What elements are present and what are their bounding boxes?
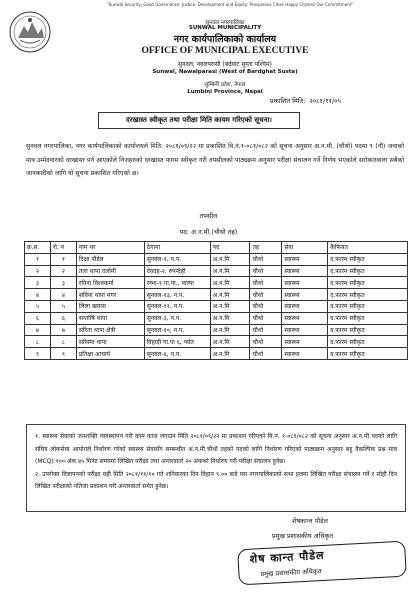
- cell-sn: १: [25, 253, 51, 265]
- cell-level: चौथो: [250, 253, 282, 265]
- header-motto: "Sunwal Security, Good Governance, Justice, Development and Equity: Prosperous Cities Happy Citizens Our Commitment": [106, 2, 354, 7]
- cell-roll: १: [50, 253, 76, 265]
- cell-remarks: द.फारम स्वीकृत: [328, 336, 408, 348]
- cell-remarks: द.फारम स्वीकृत: [328, 265, 408, 277]
- en-address: Sunwal, Nawalparasi (West of Bardghat Susta): [152, 69, 298, 75]
- cell-remarks: द.फारम स्वीकृत: [328, 253, 408, 265]
- cell-sn: ९: [25, 348, 51, 360]
- notice-title: दरखास्त स्वीकृत तथा परीक्षा मिति कायम गरिएको सूचना।: [98, 112, 300, 129]
- en-office-title: OFFICE OF MUNICIPAL EXECUTIVE: [141, 46, 309, 56]
- stamp-role: प्रमुख प्रशासकीय अधिकृत: [260, 567, 322, 579]
- table-row: [25, 336, 408, 348]
- cell-level: चौथो: [250, 300, 282, 312]
- table-row: [25, 253, 408, 265]
- cell-remarks: द.फारम स्वीकृत: [328, 348, 408, 360]
- cell-remarks: द.फारम स्वीकृत: [328, 289, 408, 301]
- cell-roll: ४: [50, 289, 76, 301]
- cell-level: चौथो: [250, 348, 282, 360]
- cell-sn: ६: [25, 312, 51, 324]
- table-row: [25, 300, 408, 312]
- cell-level: चौथो: [250, 289, 282, 301]
- cell-post: अ.न.मि: [210, 253, 250, 265]
- cell-service: स्वास्थ्य: [282, 253, 328, 265]
- table-row: [25, 312, 408, 324]
- cell-name: तारा थापा दर्लामी: [76, 265, 144, 277]
- cell-roll: ५: [50, 300, 76, 312]
- signer-name: शेषकान्त पौडेल: [292, 517, 328, 525]
- cell-name: रविना विश्वकर्मा: [76, 277, 144, 289]
- cell-roll: ९: [50, 348, 76, 360]
- cell-name: प्रतिक्षा आचार्य: [76, 348, 144, 360]
- cell-post: अ.न.मि: [210, 265, 250, 277]
- cell-level: चौथो: [250, 265, 282, 277]
- cell-sn: ३: [25, 277, 51, 289]
- col-header-address: ठेगाना: [144, 242, 210, 254]
- publish-date-label: प्रकाशित मिति:: [270, 97, 306, 105]
- np-address: सुनवल, नवलपरासी (बर्दघाट सुस्ता पश्चिम): [178, 61, 272, 68]
- col-header-sn: क्र.स.: [25, 242, 51, 254]
- cell-level: चौथो: [250, 336, 282, 348]
- cell-post: अ.न.मि: [210, 312, 250, 324]
- table-row: [25, 324, 408, 336]
- cell-sn: ५: [25, 300, 51, 312]
- section-title: तपसील: [199, 212, 218, 220]
- table-row: [25, 265, 408, 277]
- cell-address: सुनवल-११, न.प.: [144, 300, 210, 312]
- cell-roll: ७: [50, 324, 76, 336]
- cell-remarks: द.फारम स्वीकृत: [328, 277, 408, 289]
- cell-sn: ७: [25, 324, 51, 336]
- government-emblem-icon: [8, 10, 52, 54]
- notes-box: [26, 424, 406, 512]
- col-header-service: सेवा: [282, 242, 328, 254]
- cell-sn: २: [25, 265, 51, 277]
- en-municipality-name: SUNWAL MUNICIPALITY: [188, 25, 262, 31]
- cell-address: सुनवल-३, न.प.: [144, 312, 210, 324]
- cell-service: स्वास्थ्य: [282, 312, 328, 324]
- cell-level: चौथो: [250, 324, 282, 336]
- cell-sn: ४: [25, 289, 51, 301]
- cell-service: स्वास्थ्य: [282, 300, 328, 312]
- col-header-post: पद: [210, 242, 250, 254]
- cell-address: सुनवल-१३, न.प.: [144, 289, 210, 301]
- table-row: [25, 348, 408, 360]
- note-2: २. उपरोक्त विज्ञापनको परीक्षा यही मिति २०८१/११/१० गते शनिवारका दिन विहान ९.०० बजे यस नगरपालिकाको सभा हलमा लिखित परीक्षा संचालन गर्ने र सोही दिन लिखित परीक्षाको नतिजा प्रकाशन गरी अन्तरवार्ता समेत हुनेछ।: [35, 470, 397, 491]
- table-row: [25, 289, 408, 301]
- np-municipality-name: सुनवल नगरपालिका: [205, 20, 245, 26]
- cell-roll: ६: [50, 312, 76, 324]
- candidate-table: [24, 241, 408, 360]
- cell-remarks: द.फारम स्वीकृत: [328, 324, 408, 336]
- cell-service: स्वास्थ्य: [282, 348, 328, 360]
- cell-post: अ.न.मि: [210, 289, 250, 301]
- cell-service: स्वास्थ्य: [282, 336, 328, 348]
- cell-roll: २: [50, 265, 76, 277]
- cell-roll: ८: [50, 336, 76, 348]
- publish-date-value: २०८१/११/०५: [309, 97, 341, 105]
- note-1: १. स्वास्थ्य सेवाको जनशक्ति व्यवस्थापन गरी काम काज लगाउन मिति २०८१/०९/२२ मा प्रकाशन गरिएको वि.नं. १-०८१/०८२ को सूचना अनुसार अ.न.मी पदको लागि संघिय लोकसेवा आयोगले निर्धारण गरेको स्वास्थ्य सेवासँग सम्बन्धीत अ.न.मी.चौथो तहको पदको लागि निर्धारण गरिएको पाठ्यक्रम अनुसार बहु वैकल्पिक प्रश्न मात्र (MCQ) १०० अंक ४५ मिनेट समयमा लिखित परीक्षा तथा अन्तरवार्ता २० अंकको निर्धारण गरी परीक्षा संचालन हुनेछ।: [35, 433, 397, 466]
- cell-name: लिला खवास: [76, 300, 144, 312]
- cell-address: देवदह-२, रुपन्देही: [144, 265, 210, 277]
- table-row: [25, 277, 408, 289]
- cell-name: दिक्षा पौडेल: [76, 253, 144, 265]
- cell-sn: ८: [25, 336, 51, 348]
- col-header-name: नाम थर: [76, 242, 144, 254]
- cell-post: अ.न.मि: [210, 336, 250, 348]
- table-header-row: [25, 242, 408, 254]
- cell-name: सविना थापा मगर: [76, 289, 144, 301]
- signer-role: प्रमुख प्रशासकीय अधिकृत: [272, 532, 334, 540]
- cell-service: स्वास्थ्य: [282, 289, 328, 301]
- post-title: पद: अ.न.मी.(चौथो तह): [179, 228, 238, 236]
- cell-post: अ.न.मि: [210, 324, 250, 336]
- cell-remarks: द.फारम स्वीकृत: [328, 312, 408, 324]
- intro-paragraph: सुनवल नगरपालिका, नगर कार्यपालिकाको कार्यालयले मिति: २०८१/०९/२२ मा प्रकाशित वि.नं.१-०८१/०८२ को सूचना अनुसार अ.न.मी. (चौथो) पदमा ९ (नौ) जनाको मात्र उम्मेदवारको दरखास्त पर्न आएकोले निजहरुको दरखास्त फारम स्वीकृत गरी तपसीलको पाठ्यक्रम अनुसार परीक्षा संचालन गर्ने निर्णय भएकोले सरोकारवाला सबैको जानकारीको लागि यो सूचना प्रकाशित गरिएको छ।: [26, 143, 404, 177]
- cell-post: अ.न.मि: [210, 348, 250, 360]
- cell-remarks: द.फारम स्वीकृत: [328, 300, 408, 312]
- cell-name: सरिता थापा क्षेत्री: [76, 324, 144, 336]
- cell-name: सरिस्मा थापा: [76, 336, 144, 348]
- cell-service: स्वास्थ्य: [282, 324, 328, 336]
- stamp-name: शेष कान्त पौडेल: [249, 548, 325, 566]
- np-province: लुम्बिनी प्रदेश, नेपाल: [204, 82, 246, 88]
- cell-post: अ.न.मि: [210, 277, 250, 289]
- cell-address: रम्भा-१ गा.पा., पाल्पा: [144, 277, 210, 289]
- cell-level: चौथो: [250, 277, 282, 289]
- cell-address: सुनवल-१, न.प.: [144, 253, 210, 265]
- col-header-roll: रो. न: [50, 242, 76, 254]
- en-province: Lumbini Province, Nepal: [187, 89, 263, 95]
- cell-address: सुनवल-६, न.प.: [144, 348, 210, 360]
- cell-address: सुनवल-१०, न.प.: [144, 324, 210, 336]
- np-office-title: नगर कार्यपालिकाको कार्यालय: [173, 34, 277, 45]
- cell-service: स्वास्थ्य: [282, 277, 328, 289]
- cell-post: अ.न.मि: [210, 300, 250, 312]
- publish-date: [270, 96, 341, 105]
- cell-name: सन्तोषि थापा: [76, 312, 144, 324]
- cell-service: स्वास्थ्य: [282, 265, 328, 277]
- col-header-level: तह: [250, 242, 282, 254]
- official-stamp: [237, 541, 407, 586]
- col-header-remarks: कैफियत: [328, 242, 408, 254]
- cell-roll: ३: [50, 277, 76, 289]
- cell-level: चौथो: [250, 312, 282, 324]
- cell-address: विहादी गा.पा ६, पर्वत: [144, 336, 210, 348]
